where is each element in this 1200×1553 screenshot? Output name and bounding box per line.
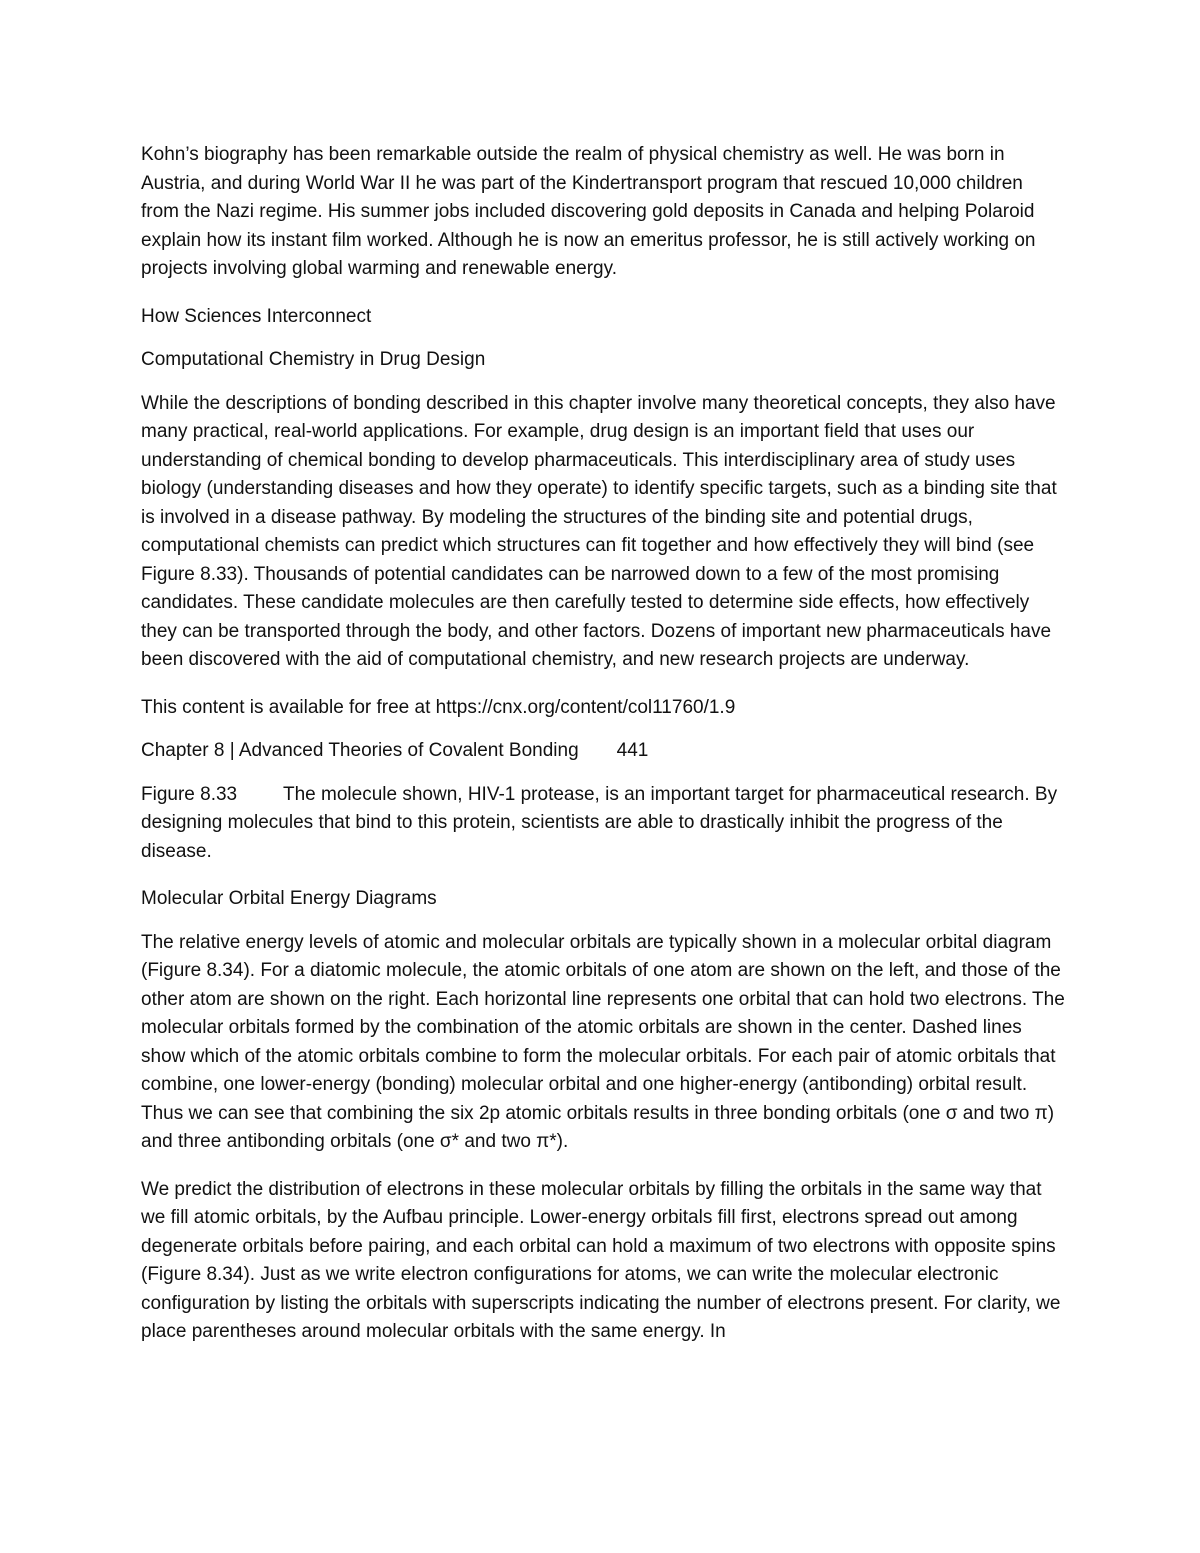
- heading-molecular-orbital-energy-diagrams: Molecular Orbital Energy Diagrams: [141, 888, 437, 909]
- paragraph-mo-diagram: The relative energy levels of atomic and molecular orbitals are typically shown in a molecular orbital diagram (Figure 8.34). For a diatomic molecule, the atomic orbitals of one atom are shown on the left, and those of the other atom are shown on the right. Each horizontal line represents one orbital that can hold two electrons. The molecular orbitals formed by the combination of the atomic orbitals are shown in the center. Dashed lines show which of the atomic orbitals combine to form the molecular orbitals. For each pair of atomic orbitals that combine, one lower-energy (bonding) molecular orbital and one higher-energy (antibonding) orbital result. Thus we can see that combining the six 2p atomic orbitals results in three bonding orbitals (one σ and two π) and three antibonding orbitals (one σ* and two π*).: [141, 931, 1065, 1152]
- figure-label: Figure 8.33: [141, 783, 238, 805]
- figure-caption: The molecule shown, HIV-1 protease, is an important target for pharmaceutical research. By designing molecules that bind to this protein, scientists are able to drastically inhibit the progress of the disease.: [141, 783, 1058, 862]
- page-number: 441: [616, 740, 649, 761]
- running-header-text: Chapter 8 | Advanced Theories of Covalent Bonding: [141, 740, 579, 761]
- paragraph-kohn-biography: Kohn’s biography has been remarkable outside the realm of physical chemistry as well. He was born in Austria, and during World War II he was part of the Kindertransport program that rescued 10,000 children from the Nazi regime. His summer jobs included discovering gold deposits in Canada and helping Polaroid explain how its instant film worked. Although he is now an emeritus professor, he is still actively working on projects involving global warming and renewable energy.: [141, 144, 1036, 279]
- availability-note-text: This content is available for free at https://cnx.org/content/col11760/1.9: [141, 696, 736, 718]
- heading-computational-chemistry: Computational Chemistry in Drug Design: [141, 349, 486, 370]
- paragraph-aufbau: We predict the distribution of electrons in these molecular orbitals by filling the orbitals in the same way that we fill atomic orbitals, by the Aufbau principle. Lower-energy orbitals fill first, electrons spread out among degenerate orbitals before pairing, and each orbital can hold a maximum of two electrons with opposite spins (Figure 8.34). Just as we write electron configurations for atoms, we can write the molecular electronic configuration by listing the orbitals with superscripts indicating the number of electrons present. For clarity, we place parentheses around molecular orbitals with the same energy. In: [141, 1178, 1061, 1342]
- paragraph-drug-design: While the descriptions of bonding described in this chapter involve many theoretical concepts, they also have many practical, real-world applications. For example, drug design is an important field that uses our understanding of chemical bonding to develop pharmaceuticals. This interdisciplinary area of study uses biology (understanding diseases and how they operate) to identify specific targets, such as a binding site that is involved in a disease pathway. By modeling the structures of the binding site and potential drugs, computational chemists can predict which structures can fit together and how effectively they will bind (see Figure 8.33). Thousands of potential candidates can be narrowed down to a few of the most promising candidates. These candidate molecules are then carefully tested to determine side effects, how effectively they can be transported through the body, and other factors. Dozens of important new pharmaceuticals have been discovered with the aid of computational chemistry, and new research projects are underway.: [141, 392, 1057, 670]
- document-page: [141, 141, 1066, 1366]
- running-header: [141, 737, 1066, 766]
- availability-note: [141, 694, 1066, 723]
- heading-how-sciences-interconnect: How Sciences Interconnect: [141, 305, 372, 327]
- figure-caption-block: [141, 781, 1066, 867]
